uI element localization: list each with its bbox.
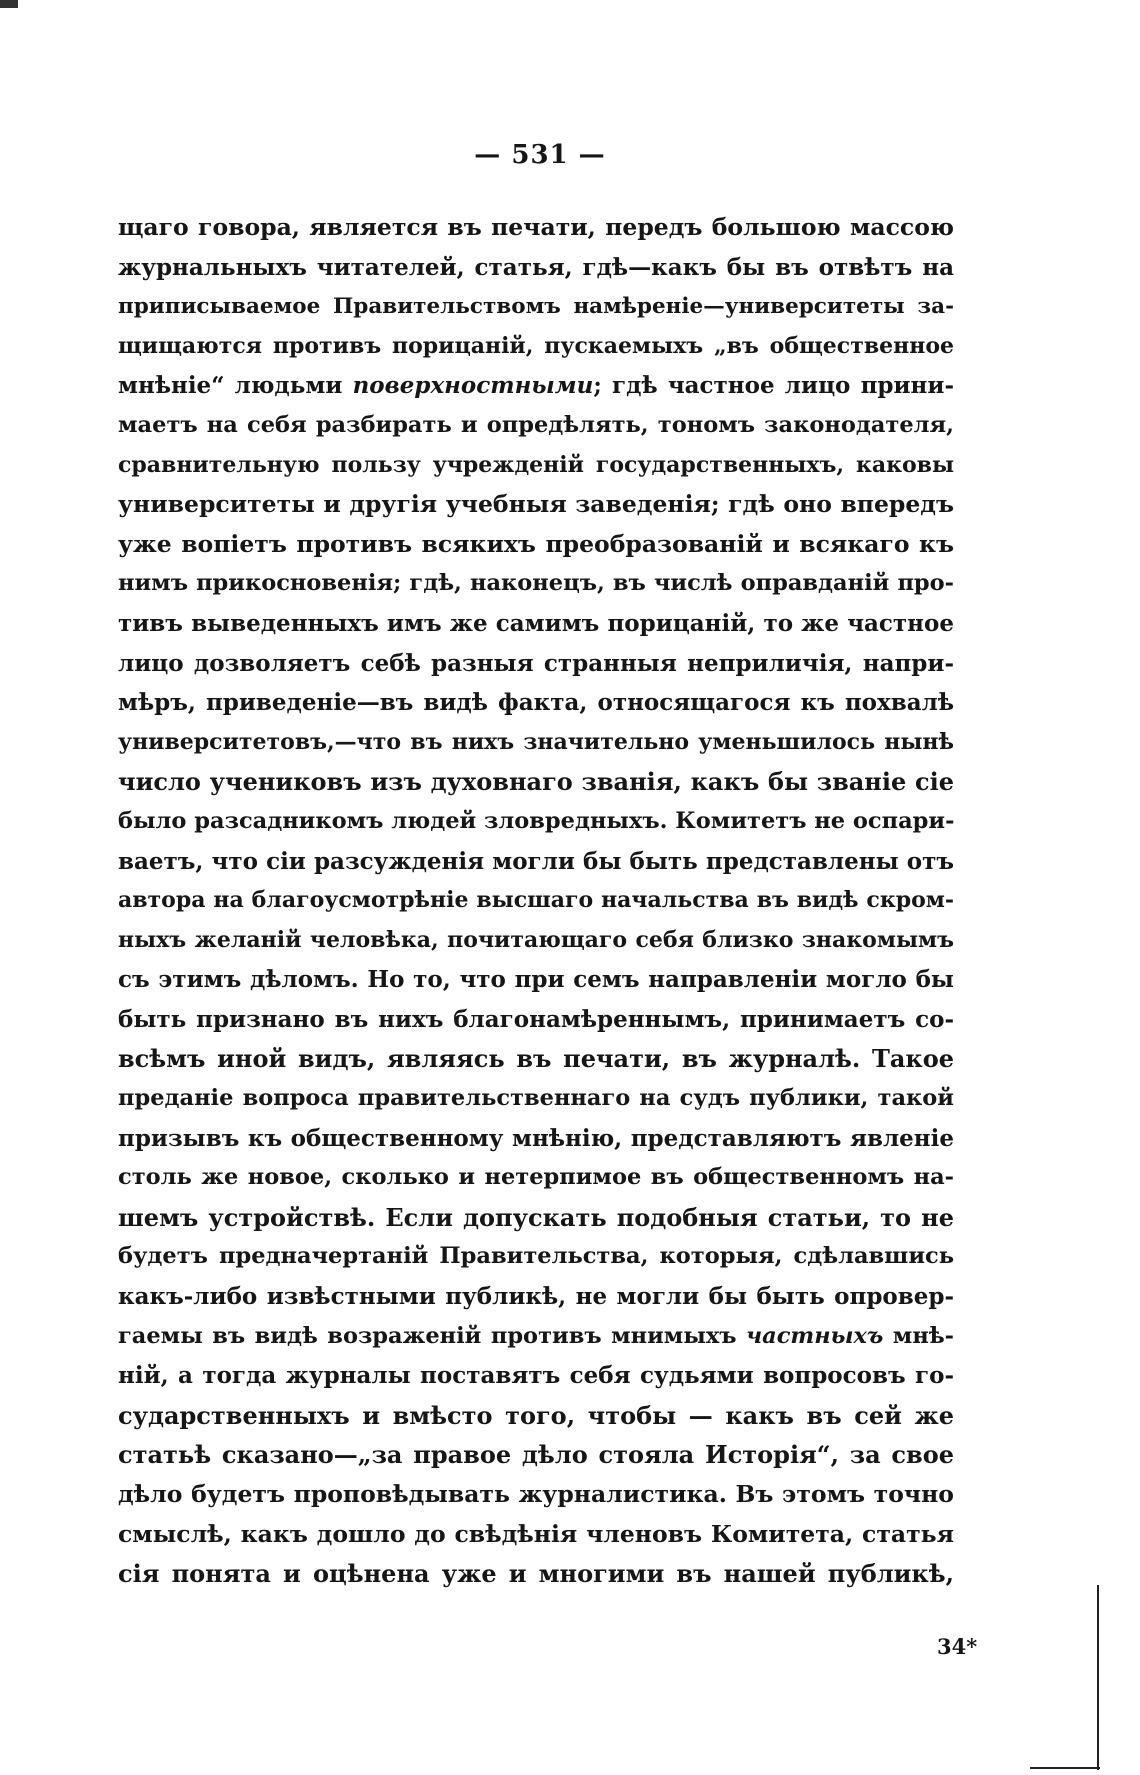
text-line: щищаются противъ порицаній, пускаемыхъ „въ общественное: [118, 332, 954, 359]
italic-word: частныхъ: [746, 1322, 884, 1349]
text-line: мѣръ, приведеніе—въ видѣ факта, относящагося къ похвалѣ: [118, 689, 954, 717]
text-line: университеты и другія учебныя заведенія; гдѣ оно впередъ: [118, 490, 954, 519]
signature-mark: 34*: [937, 1634, 978, 1659]
text-line: [118, 366, 954, 406]
text-line: столь же новое, сколько и нетерпимое въ общественномъ на-: [118, 1164, 954, 1191]
text-line: ныхъ желаній человѣка, почитающаго себя близко знакомымъ: [118, 926, 954, 953]
text-line: преданіе вопроса правительственнаго на судъ публики, такой: [118, 1085, 954, 1112]
text-line: съ этимъ дѣломъ. Но то, что при семъ направленіи могло бы: [118, 966, 954, 994]
text-line: маетъ на себя разбирать и опредѣлять, тономъ законодателя,: [118, 411, 954, 438]
text-line: статьѣ сказано—„за правое дѣло стояла Исторія“, за свое: [118, 1440, 954, 1470]
text-line: сравнительную пользу учрежденій государственныхъ, каковы: [118, 451, 954, 478]
italic-word: поверхностными: [352, 372, 594, 400]
text-line: шемъ устройствѣ. Если допускать подобныя статьи, то не: [118, 1202, 954, 1232]
page-edge-rule-bottom: [1030, 1767, 1100, 1769]
text-segment: мнѣ-: [883, 1322, 954, 1349]
text-line: было разсадникомъ людей зловредныхъ. Комитетъ не оспари-: [118, 807, 955, 834]
text-line: ній, а тогда журналы поставятъ себя судьями вопросовъ го-: [118, 1362, 954, 1390]
text-line: дѣло будетъ проповѣдывать журналистика. Въ этомъ точно: [118, 1480, 954, 1508]
text-line: будетъ предначертаній Правительства, которыя, сдѣлавшись: [118, 1243, 954, 1270]
page-number: — 531 —: [474, 140, 606, 170]
text-line: автора на благоусмотрѣніе высшаго начальства въ видѣ скром-: [118, 887, 954, 914]
page-edge-rule: [1097, 1585, 1099, 1770]
text-line: щаго говора, является въ печати, передъ большою массою: [118, 213, 954, 241]
text-segment: мнѣніе“ людьми: [118, 372, 353, 400]
text-line: быть признано въ нихъ благонамѣреннымъ, принимаетъ со-: [118, 1005, 954, 1033]
text-line: всѣмъ иной видъ, являясь въ печати, въ журналѣ. Такое: [118, 1044, 954, 1074]
text-line: уже вопіетъ противъ всякихъ преобразованій и всякаго къ: [118, 529, 954, 558]
text-line: приписываемое Правительствомъ намѣреніе—университеты за-: [118, 294, 954, 320]
body-text: [118, 208, 954, 1594]
text-segment: гаемы въ видѣ возраженій противъ мнимыхъ: [118, 1322, 747, 1349]
text-line: университетовъ,—что въ нихъ значительно уменьшилось нынѣ: [118, 728, 954, 755]
scan-corner-mark: [0, 0, 18, 8]
text-line: сія понята и оцѣнена уже и многими въ нашей публикѣ,: [118, 1559, 954, 1589]
text-line: число учениковъ изъ духовнаго званія, какъ бы званіе сіе: [118, 767, 954, 797]
text-line: какъ-либо извѣстными публикѣ, не могли бы быть опровер-: [118, 1283, 954, 1311]
text-line: смыслѣ, какъ дошло до свѣдѣнія членовъ Комитета, статья: [118, 1519, 954, 1548]
text-line: сударственныхъ и вмѣсто того, чтобы — какъ въ сей же: [118, 1400, 954, 1430]
text-line: журнальныхъ читателей, статья, гдѣ—какъ бы въ отвѣтъ на: [118, 253, 954, 281]
text-line: ваетъ, что сіи разсужденія могли бы быть представлены отъ: [118, 847, 954, 875]
text-line: лицо дозволяетъ себѣ разныя странныя неприличія, напри-: [118, 649, 954, 677]
text-line: [118, 1317, 954, 1357]
text-segment: ; гдѣ частное лицо прини-: [593, 372, 954, 400]
text-line: нимъ прикосновенія; гдѣ, наконецъ, въ числѣ оправданій про-: [118, 570, 954, 597]
text-line: призывъ къ общественному мнѣнію, представляютъ явленіе: [118, 1124, 954, 1152]
text-line: тивъ выведенныхъ имъ же самимъ порицаній, то же частное: [118, 609, 954, 637]
